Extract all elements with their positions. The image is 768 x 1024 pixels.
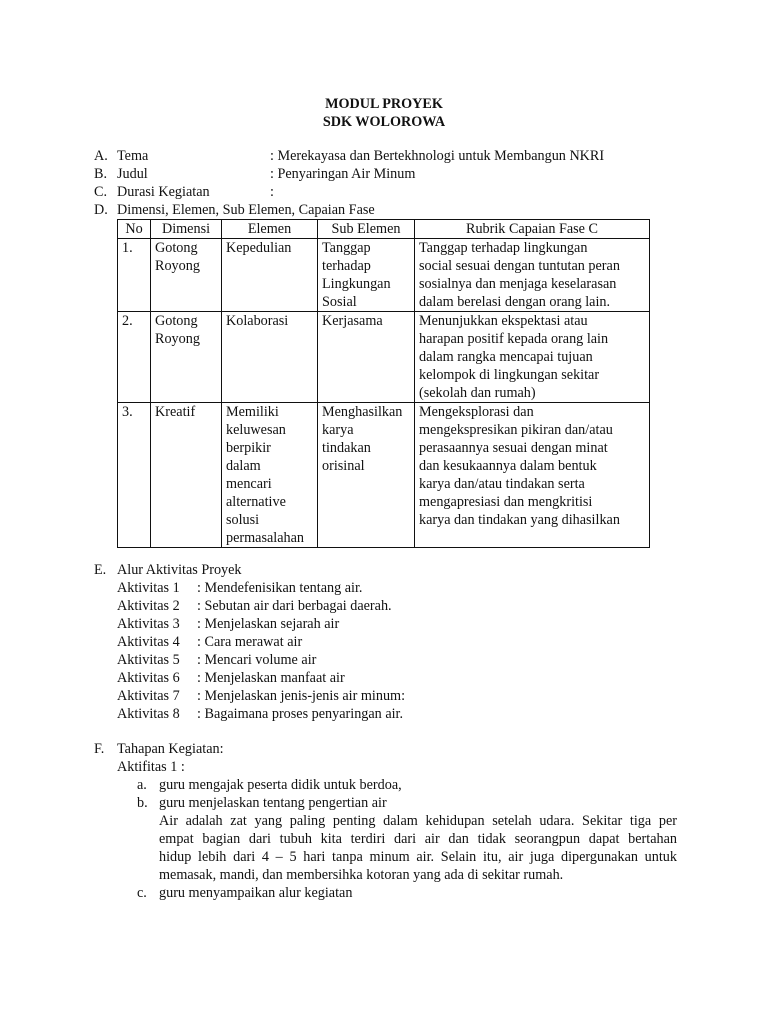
cell-line: terhadap	[322, 258, 371, 274]
school-name: SDK WOLOROWA	[322, 114, 446, 130]
cell-line: (sekolah dan rumah)	[419, 385, 536, 401]
paragraph-line: memasak, mandi, dan membersihka kotoran yang ada di sekitar rumah.	[159, 867, 564, 883]
cell-line: berpikir	[226, 440, 271, 456]
cell-sub-elemen	[318, 239, 415, 312]
cell-line: orisinal	[322, 458, 365, 474]
cell-line: mengapresiasi dan mengkritisi	[419, 494, 593, 510]
section-d-title: Dimensi, Elemen, Sub Elemen, Capaian Fase	[117, 202, 375, 218]
step-letter: b.	[137, 795, 148, 811]
activity-text: : Bagaimana proses penyaringan air.	[197, 706, 404, 722]
cell-line: dalam rangka mencapai tujuan	[419, 349, 593, 365]
cell-elemen	[222, 312, 318, 403]
cell-line: karya	[322, 422, 354, 438]
activity-label: Aktivitas 5	[117, 652, 180, 668]
cell-line: tindakan	[322, 440, 371, 456]
cell-no: 3.	[118, 403, 151, 548]
cell-line: Kepedulian	[226, 240, 292, 256]
cell-line: permasalahan	[226, 530, 304, 546]
info-value: :	[270, 184, 274, 200]
cell-line: Mengeksplorasi dan	[419, 404, 534, 420]
cell-line: Kerjasama	[322, 313, 383, 329]
cell-dimensi	[151, 312, 222, 403]
cell-line: social sesuai dengan tuntutan peran	[419, 258, 620, 274]
step-letter: a.	[137, 777, 147, 793]
cell-line: keluwesan	[226, 422, 286, 438]
cell-line: Menunjukkan ekspektasi atau	[419, 313, 588, 329]
activity-text: : Mencari volume air	[197, 652, 317, 668]
cell-line: kelompok di lingkungan sekitar	[419, 367, 600, 383]
cell-line: Tanggap terhadap lingkungan	[419, 240, 588, 256]
step-letter: c.	[137, 885, 147, 901]
activity-text: : Sebutan air dari berbagai daerah.	[197, 598, 392, 614]
cell-sub-elemen	[318, 403, 415, 548]
activity-label: Aktivitas 7	[117, 688, 180, 704]
cell-line: Kolaborasi	[226, 313, 289, 329]
step-text: guru mengajak peserta didik untuk berdoa,	[159, 777, 402, 793]
cell-line: solusi	[226, 512, 260, 528]
header-rubrik: Rubrik Capaian Fase C	[415, 220, 650, 239]
cell-line: dalam	[226, 458, 261, 474]
cell-line: Sosial	[322, 294, 357, 310]
table-body	[118, 239, 650, 548]
info-value: : Merekayasa dan Bertekhnologi untuk Membangun NKRI	[270, 148, 605, 164]
section-f-letter: F.	[94, 741, 105, 757]
cell-no: 1.	[118, 239, 151, 312]
document-title: MODUL PROYEK	[325, 96, 443, 112]
info-label: Judul	[117, 166, 148, 182]
table-row	[118, 312, 650, 403]
activity-label: Aktivitas 2	[117, 598, 180, 614]
activity-label: Aktivitas 8	[117, 706, 180, 722]
cell-elemen	[222, 239, 318, 312]
cell-line: Royong	[155, 258, 200, 274]
section-e-letter: E.	[94, 562, 107, 578]
section-d-letter: D.	[94, 202, 108, 218]
info-letter: C.	[94, 184, 108, 200]
cell-line: mengekspresikan pikiran dan/atau	[419, 422, 613, 438]
cell-line: Menghasilkan	[322, 404, 403, 420]
activity-text: : Menjelaskan jenis-jenis air minum:	[197, 688, 406, 704]
cell-line: dan kesukaannya dalam bentuk	[419, 458, 597, 474]
activity-label: Aktivitas 4	[117, 634, 180, 650]
section-e-title: Alur Aktivitas Proyek	[117, 562, 242, 578]
paragraph-line: Air adalah zat yang paling penting dalam kehidupan setelah udara. Sekitar tiga per	[159, 813, 677, 829]
cell-line: alternative	[226, 494, 286, 510]
cell-line: Gotong	[155, 240, 198, 256]
cell-line: Kreatif	[155, 404, 196, 420]
header-no: No	[118, 220, 151, 239]
cell-line: Memiliki	[226, 404, 279, 420]
cell-line: Royong	[155, 331, 200, 347]
activity-text: : Menjelaskan sejarah air	[197, 616, 340, 632]
activity-text: : Cara merawat air	[197, 634, 303, 650]
paragraph-line: empat bagian dari tubuh kita terdiri dari air dan tidak seorangpun dapat bertahan	[159, 831, 677, 847]
cell-line: Lingkungan	[322, 276, 391, 292]
cell-elemen	[222, 403, 318, 548]
cell-line: Gotong	[155, 313, 198, 329]
activity-text: : Menjelaskan manfaat air	[197, 670, 345, 686]
table-row	[118, 403, 650, 548]
step-text: guru menyampaikan alur kegiatan	[159, 885, 353, 901]
rubric-table	[117, 219, 650, 548]
cell-line: perasaannya sesuai dengan minat	[419, 440, 608, 456]
cell-sub-elemen	[318, 312, 415, 403]
step-text: guru menjelaskan tentang pengertian air	[159, 795, 387, 811]
activity-label: Aktivitas 6	[117, 670, 180, 686]
cell-line: dalam berelasi dengan orang lain.	[419, 294, 611, 310]
activity-label: Aktivitas 1	[117, 580, 180, 596]
cell-rubrik	[415, 239, 650, 312]
table-row	[118, 239, 650, 312]
info-letter: A.	[94, 148, 108, 164]
info-label: Tema	[117, 148, 149, 164]
cell-no: 2.	[118, 312, 151, 403]
cell-dimensi	[151, 403, 222, 548]
paragraph-line: hidup lebih dari 4 – 5 hari tanpa minum air. Selain itu, air juga dipergunakan untuk	[159, 849, 677, 865]
info-label: Durasi Kegiatan	[117, 184, 210, 200]
cell-rubrik	[415, 403, 650, 548]
section-f-subtitle: Aktifitas 1 :	[117, 759, 185, 775]
cell-line: sosialnya dan menjaga keselarasan	[419, 276, 617, 292]
header-dimensi: Dimensi	[151, 220, 222, 239]
header-sub-elemen: Sub Elemen	[318, 220, 415, 239]
section-f-title: Tahapan Kegiatan:	[117, 741, 224, 757]
cell-rubrik	[415, 312, 650, 403]
info-value: : Penyaringan Air Minum	[270, 166, 416, 182]
info-letter: B.	[94, 166, 108, 182]
activity-text: : Mendefenisikan tentang air.	[197, 580, 363, 596]
cell-line: harapan positif kepada orang lain	[419, 331, 609, 347]
cell-line: karya dan tindakan yang dihasilkan	[419, 512, 620, 528]
cell-line: mencari	[226, 476, 272, 492]
cell-line: karya dan/atau tindakan serta	[419, 476, 585, 492]
cell-dimensi	[151, 239, 222, 312]
table-header-row	[118, 220, 650, 239]
header-elemen: Elemen	[222, 220, 318, 239]
cell-line: Tanggap	[322, 240, 371, 256]
activity-label: Aktivitas 3	[117, 616, 180, 632]
